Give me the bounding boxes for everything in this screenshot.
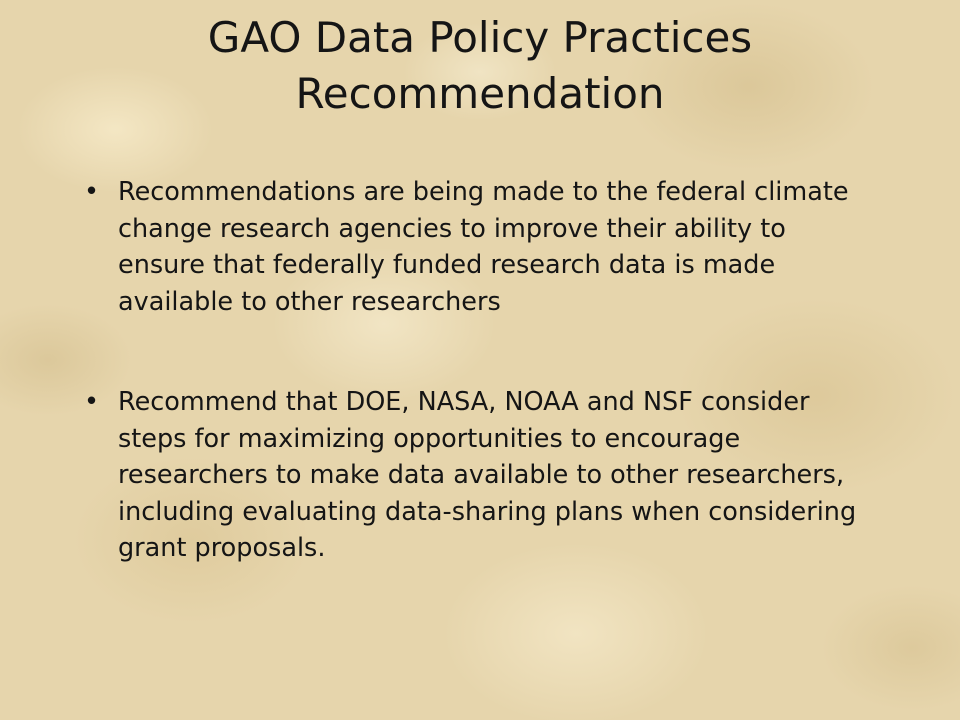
bullet-text: Recommendations are being made to the federal climate change research agencies to improve their ability to ensure that federally funded research data is made available to other researchers <box>118 177 849 317</box>
bullet-item <box>84 174 874 320</box>
bullet-icon: • <box>84 387 100 417</box>
bullet-icon: • <box>84 177 100 207</box>
slide-title <box>0 10 960 122</box>
slide-title-line-2: Recommendation <box>295 69 665 118</box>
bullet-text: Recommend that DOE, NASA, NOAA and NSF consider steps for maximizing opportunities to encourage researchers to make data available to other researchers, including evaluating data-sharing plans when considering grant proposals. <box>118 387 857 563</box>
bullet-item <box>84 384 874 567</box>
bullet-list <box>84 174 874 631</box>
slide-title-line-1: GAO Data Policy Practices <box>207 13 753 62</box>
